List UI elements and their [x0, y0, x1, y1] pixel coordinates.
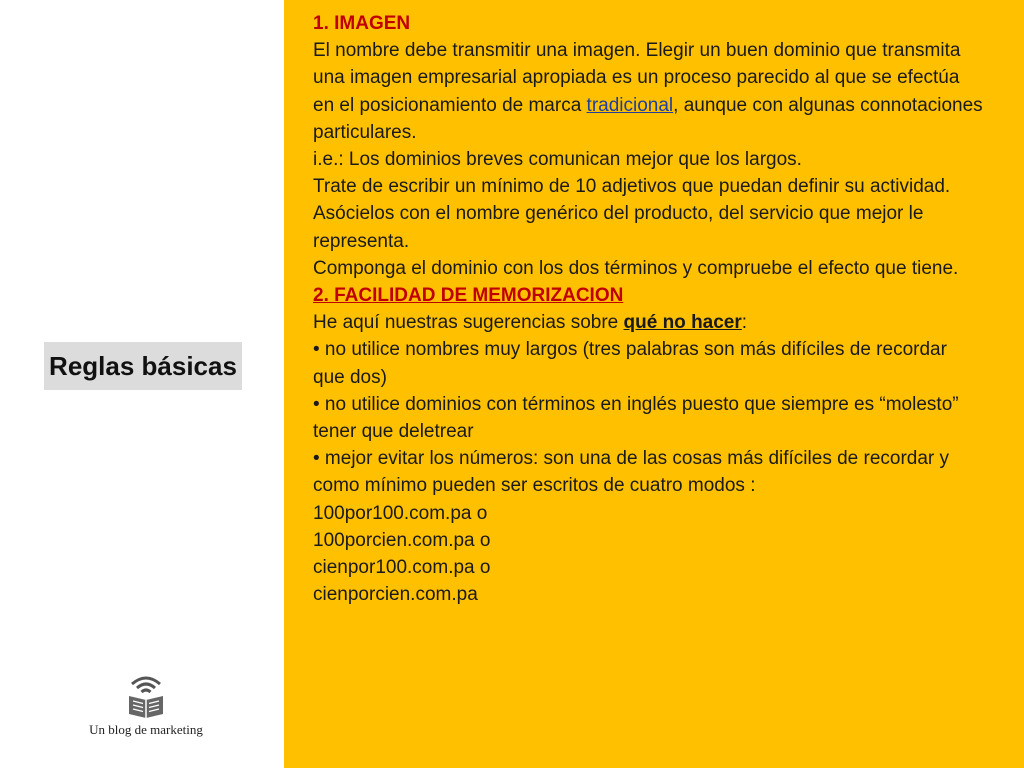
bullet-item: • no utilice dominios con términos en inglés puesto que siempre es “molesto” tener que deletrear	[313, 393, 959, 443]
section1-line2: i.e.: Los dominios breves comunican mejor que los largos.	[313, 149, 802, 171]
book-wifi-icon	[126, 672, 166, 718]
bullet-item: • mejor evitar los números: son una de las cosas más difíciles de recordar y como mínimo pueden ser escritos de cuatro modos :	[313, 448, 950, 497]
section1-text-after-link: , aunque con algunas connotaciones particulares.	[313, 94, 983, 143]
section1-line3: Trate de escribir un mínimo de 10 adjetivos que puedan definir su actividad.	[313, 176, 951, 198]
example-domain: cienpor100.com.pa o	[313, 557, 491, 579]
section1-heading: 1. IMAGEN	[313, 13, 411, 34]
section2-intro-emphasis: qué no hacer	[623, 312, 742, 334]
example-domain: cienporcien.com.pa	[313, 584, 478, 606]
section2-heading: 2. FACILIDAD DE MEMORIZACION	[313, 285, 624, 307]
example-domain: 100por100.com.pa o	[313, 502, 488, 524]
logo-text: Un blog de marketing	[89, 722, 203, 737]
logo	[84, 672, 208, 744]
section2-intro-after: :	[741, 312, 748, 334]
section2-intro	[313, 309, 983, 336]
section1-text-before-link: El nombre debe transmitir una imagen. Elegir un buen dominio que transmita una imagen empresarial apropiada es un proceso parecido al que se efectúa en el posicionamiento de marca	[313, 40, 961, 116]
section1-line4: Asócielos con el nombre genérico del producto, del servicio que mejor le representa.	[313, 203, 924, 252]
example-domain: 100porcien.com.pa o	[313, 529, 491, 551]
section2-intro-before: He aquí nuestras sugerencias sobre	[313, 312, 624, 334]
content-text	[313, 10, 983, 608]
section1-line5: Componga el dominio con los dos términos y compruebe el efecto que tiene.	[313, 257, 959, 279]
left-panel	[0, 0, 284, 768]
content-panel	[284, 0, 1024, 768]
tradicional-link[interactable]: tradicional	[586, 94, 674, 116]
section1-paragraph	[313, 37, 983, 146]
slide-title: Reglas básicas	[44, 342, 242, 390]
bullet-item: • no utilice nombres muy largos (tres palabras son más difíciles de recordar que dos)	[313, 339, 947, 388]
